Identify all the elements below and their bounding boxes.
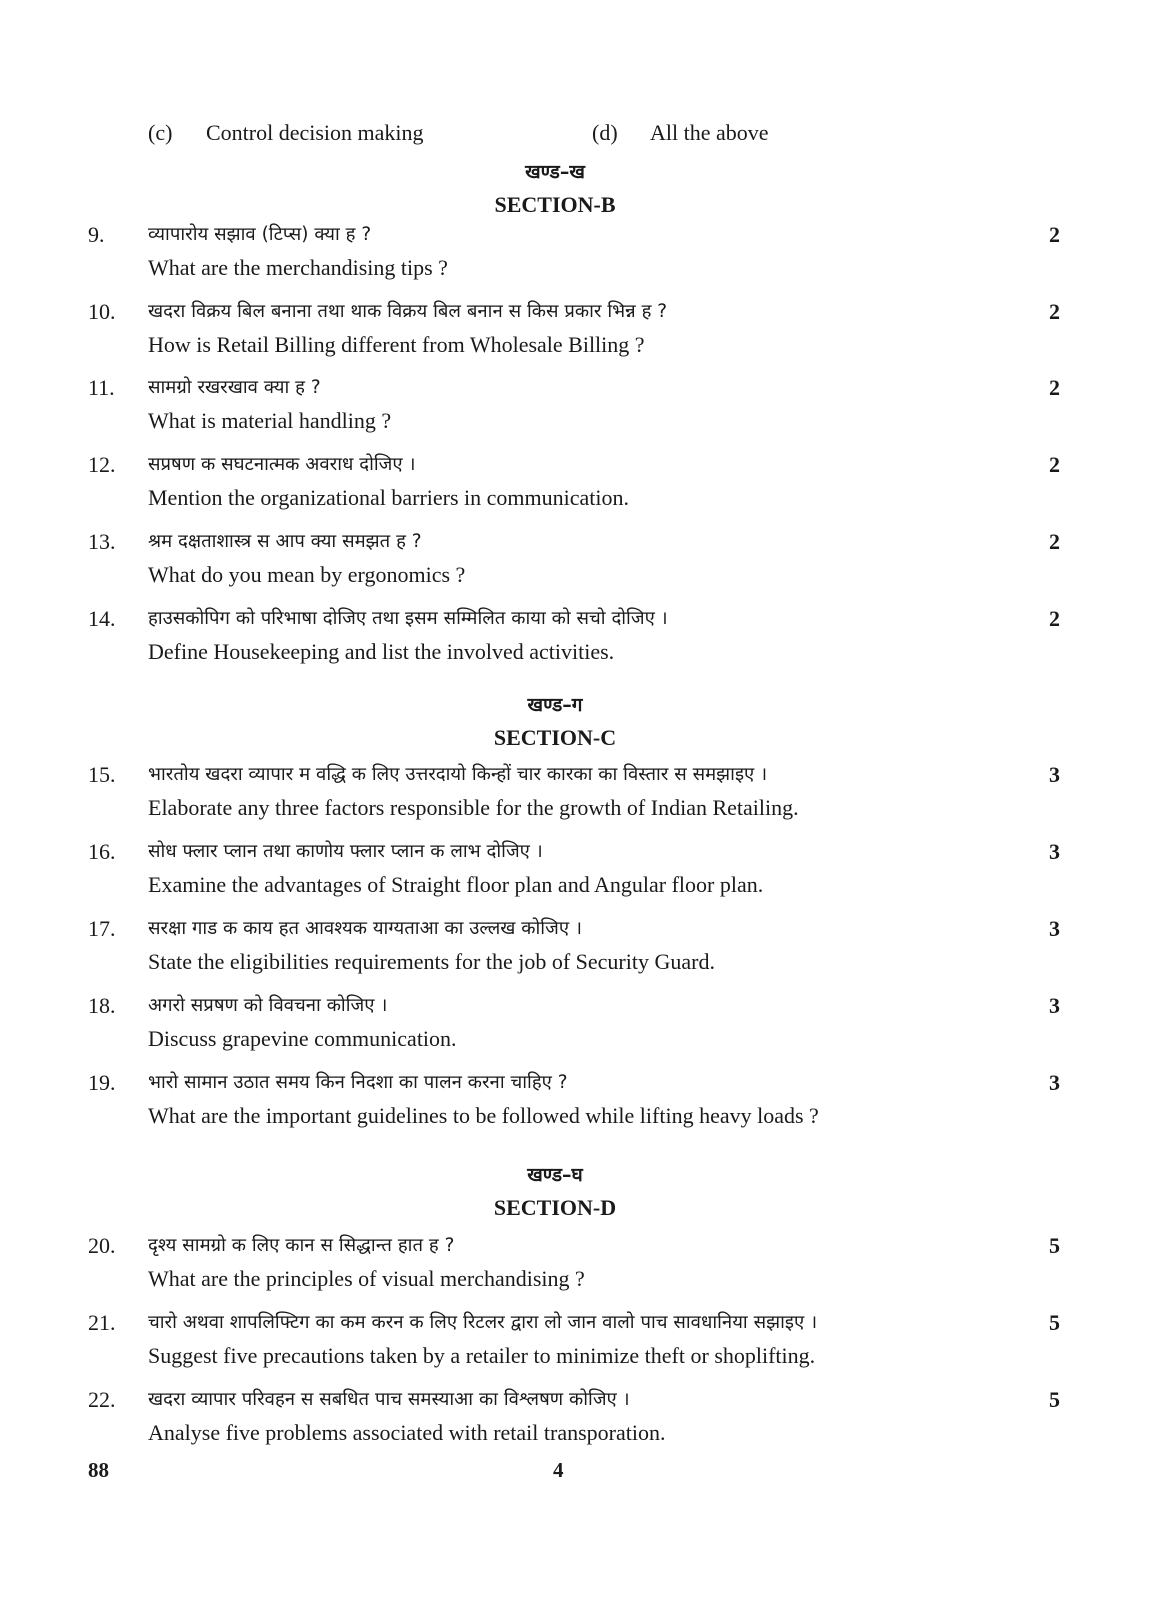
question-hindi: खदरा व्यापार परिवहन स सबधित पाच समस्याआ का विश्लषण कोजिए । (148, 1389, 630, 1410)
section-b-heading (0, 155, 1110, 221)
question-marks: 5 (1049, 1387, 1060, 1412)
option-c (148, 120, 424, 146)
question-number: 17. (88, 916, 116, 941)
section-english-title: SECTION-D (493, 1195, 617, 1220)
question-number: 11. (88, 375, 115, 400)
section-d-heading (0, 1158, 1110, 1224)
question-hindi: सामग्रो रखरखाव क्या ह ? (148, 377, 321, 398)
question-marks: 2 (1049, 529, 1060, 554)
section-hindi-title: खण्ड–ग (527, 694, 583, 716)
question-marks: 2 (1049, 452, 1060, 477)
question-english: Suggest five precautions taken by a retailer to minimize theft or shoplifting. (148, 1343, 816, 1368)
question-number: 14. (88, 606, 116, 631)
question-hindi: सरक्षा गाड क काय हत आवश्यक याग्यताआ का उल्लख कोजिए । (148, 918, 582, 939)
question-english: Examine the advantages of Straight floor plan and Angular floor plan. (148, 872, 764, 897)
question-14 (88, 603, 1060, 669)
question-number: 22. (88, 1387, 116, 1412)
question-marks: 2 (1049, 606, 1060, 631)
question-english: Mention the organizational barriers in communication. (148, 485, 630, 510)
question-hindi: भारो सामान उठात समय किन निदशा का पालन करना चाहिए ? (148, 1072, 568, 1093)
question-english: State the eligibilities requirements for the job of Security Guard. (148, 949, 715, 974)
question-hindi: सोध फ्लार प्लान तथा काणोय फ्लार प्लान क लाभ दोजिए । (148, 841, 543, 862)
question-marks: 5 (1049, 1233, 1060, 1258)
question-hindi: अगरो सप्रषण को विवचना कोजिए । (148, 995, 388, 1016)
question-english: How is Retail Billing different from Wholesale Billing ? (148, 332, 645, 357)
question-marks: 3 (1049, 993, 1060, 1018)
question-number: 16. (88, 839, 116, 864)
question-english: Define Housekeeping and list the involved activities. (148, 639, 615, 664)
option-d (592, 120, 769, 146)
question-number: 9. (88, 222, 105, 247)
section-english-title: SECTION-B (494, 192, 616, 217)
question-hindi: भारतोय खदरा व्यापार म वद्धि क लिए उत्तरदायो किन्हों चार कारका का विस्तार स समझाइए । (148, 764, 768, 785)
question-number: 12. (88, 452, 116, 477)
question-21 (88, 1307, 1060, 1373)
section-hindi-title: खण्ड–ख (525, 161, 585, 183)
question-marks: 3 (1049, 916, 1060, 941)
question-19 (88, 1067, 1060, 1133)
question-english: Elaborate any three factors responsible for the growth of Indian Retailing. (148, 795, 799, 820)
question-hindi: श्रम दक्षताशास्त्र स आप क्या समझत ह ? (148, 531, 422, 552)
question-10 (88, 296, 1060, 362)
question-hindi: खदरा विक्रय बिल बनाना तथा थाक विक्रय बिल बनान स किस प्रकार भिन्न ह ? (148, 301, 668, 322)
option-text: Control decision making (206, 120, 424, 145)
question-hindi: चारो अथवा शापलिफ्टिग का कम करन क लिए रिटलर द्वारा लो जान वालो पाच सावधानिया सझाइए । (148, 1312, 818, 1333)
section-english-title: SECTION-C (493, 725, 617, 750)
question-15 (88, 759, 1060, 825)
section-c-heading (0, 688, 1110, 754)
question-english: What are the important guidelines to be followed while lifting heavy loads ? (148, 1103, 819, 1128)
option-text: All the above (650, 120, 769, 145)
question-marks: 5 (1049, 1310, 1060, 1335)
question-english: What do you mean by ergonomics ? (148, 562, 466, 587)
question-number: 13. (88, 529, 116, 554)
previous-question-options (148, 120, 948, 152)
question-english: What are the merchandising tips ? (148, 255, 448, 280)
question-number: 21. (88, 1310, 116, 1335)
question-number: 19. (88, 1070, 116, 1095)
question-marks: 2 (1049, 222, 1060, 247)
question-17 (88, 913, 1060, 979)
question-marks: 2 (1049, 375, 1060, 400)
question-hindi: हाउसकोपिग को परिभाषा दोजिए तथा इसम सम्मिलित काया को सचो दोजिए । (148, 608, 668, 629)
question-marks: 2 (1049, 299, 1060, 324)
question-hindi: सप्रषण क सघटनात्मक अवराध दोजिए । (148, 454, 416, 475)
question-18 (88, 990, 1060, 1056)
question-english: What is material handling ? (148, 408, 392, 433)
page-number: 4 (553, 1458, 564, 1482)
question-hindi: व्यापारोय सझाव (टिप्स) क्या ह ? (148, 224, 372, 245)
question-english: Analyse five problems associated with retail transporation. (148, 1420, 666, 1445)
question-11 (88, 372, 1060, 438)
section-hindi-title: खण्ड–घ (527, 1164, 583, 1186)
option-label: (d) (592, 120, 618, 145)
question-number: 18. (88, 993, 116, 1018)
question-number: 15. (88, 762, 116, 787)
option-label: (c) (148, 120, 173, 145)
question-9 (88, 219, 1060, 285)
question-13 (88, 526, 1060, 592)
question-16 (88, 836, 1060, 902)
question-hindi: दृश्य सामग्रो क लिए कान स सिद्धान्त हात ह ? (148, 1235, 455, 1256)
question-12 (88, 449, 1060, 515)
question-marks: 3 (1049, 1070, 1060, 1095)
question-english: Discuss grapevine communication. (148, 1026, 457, 1051)
question-number: 20. (88, 1233, 116, 1258)
question-marks: 3 (1049, 839, 1060, 864)
question-english: What are the principles of visual merchandising ? (148, 1266, 585, 1291)
question-20 (88, 1230, 1060, 1296)
question-number: 10. (88, 299, 116, 324)
question-22 (88, 1384, 1060, 1450)
paper-code: 88 (88, 1458, 109, 1482)
question-marks: 3 (1049, 762, 1060, 787)
